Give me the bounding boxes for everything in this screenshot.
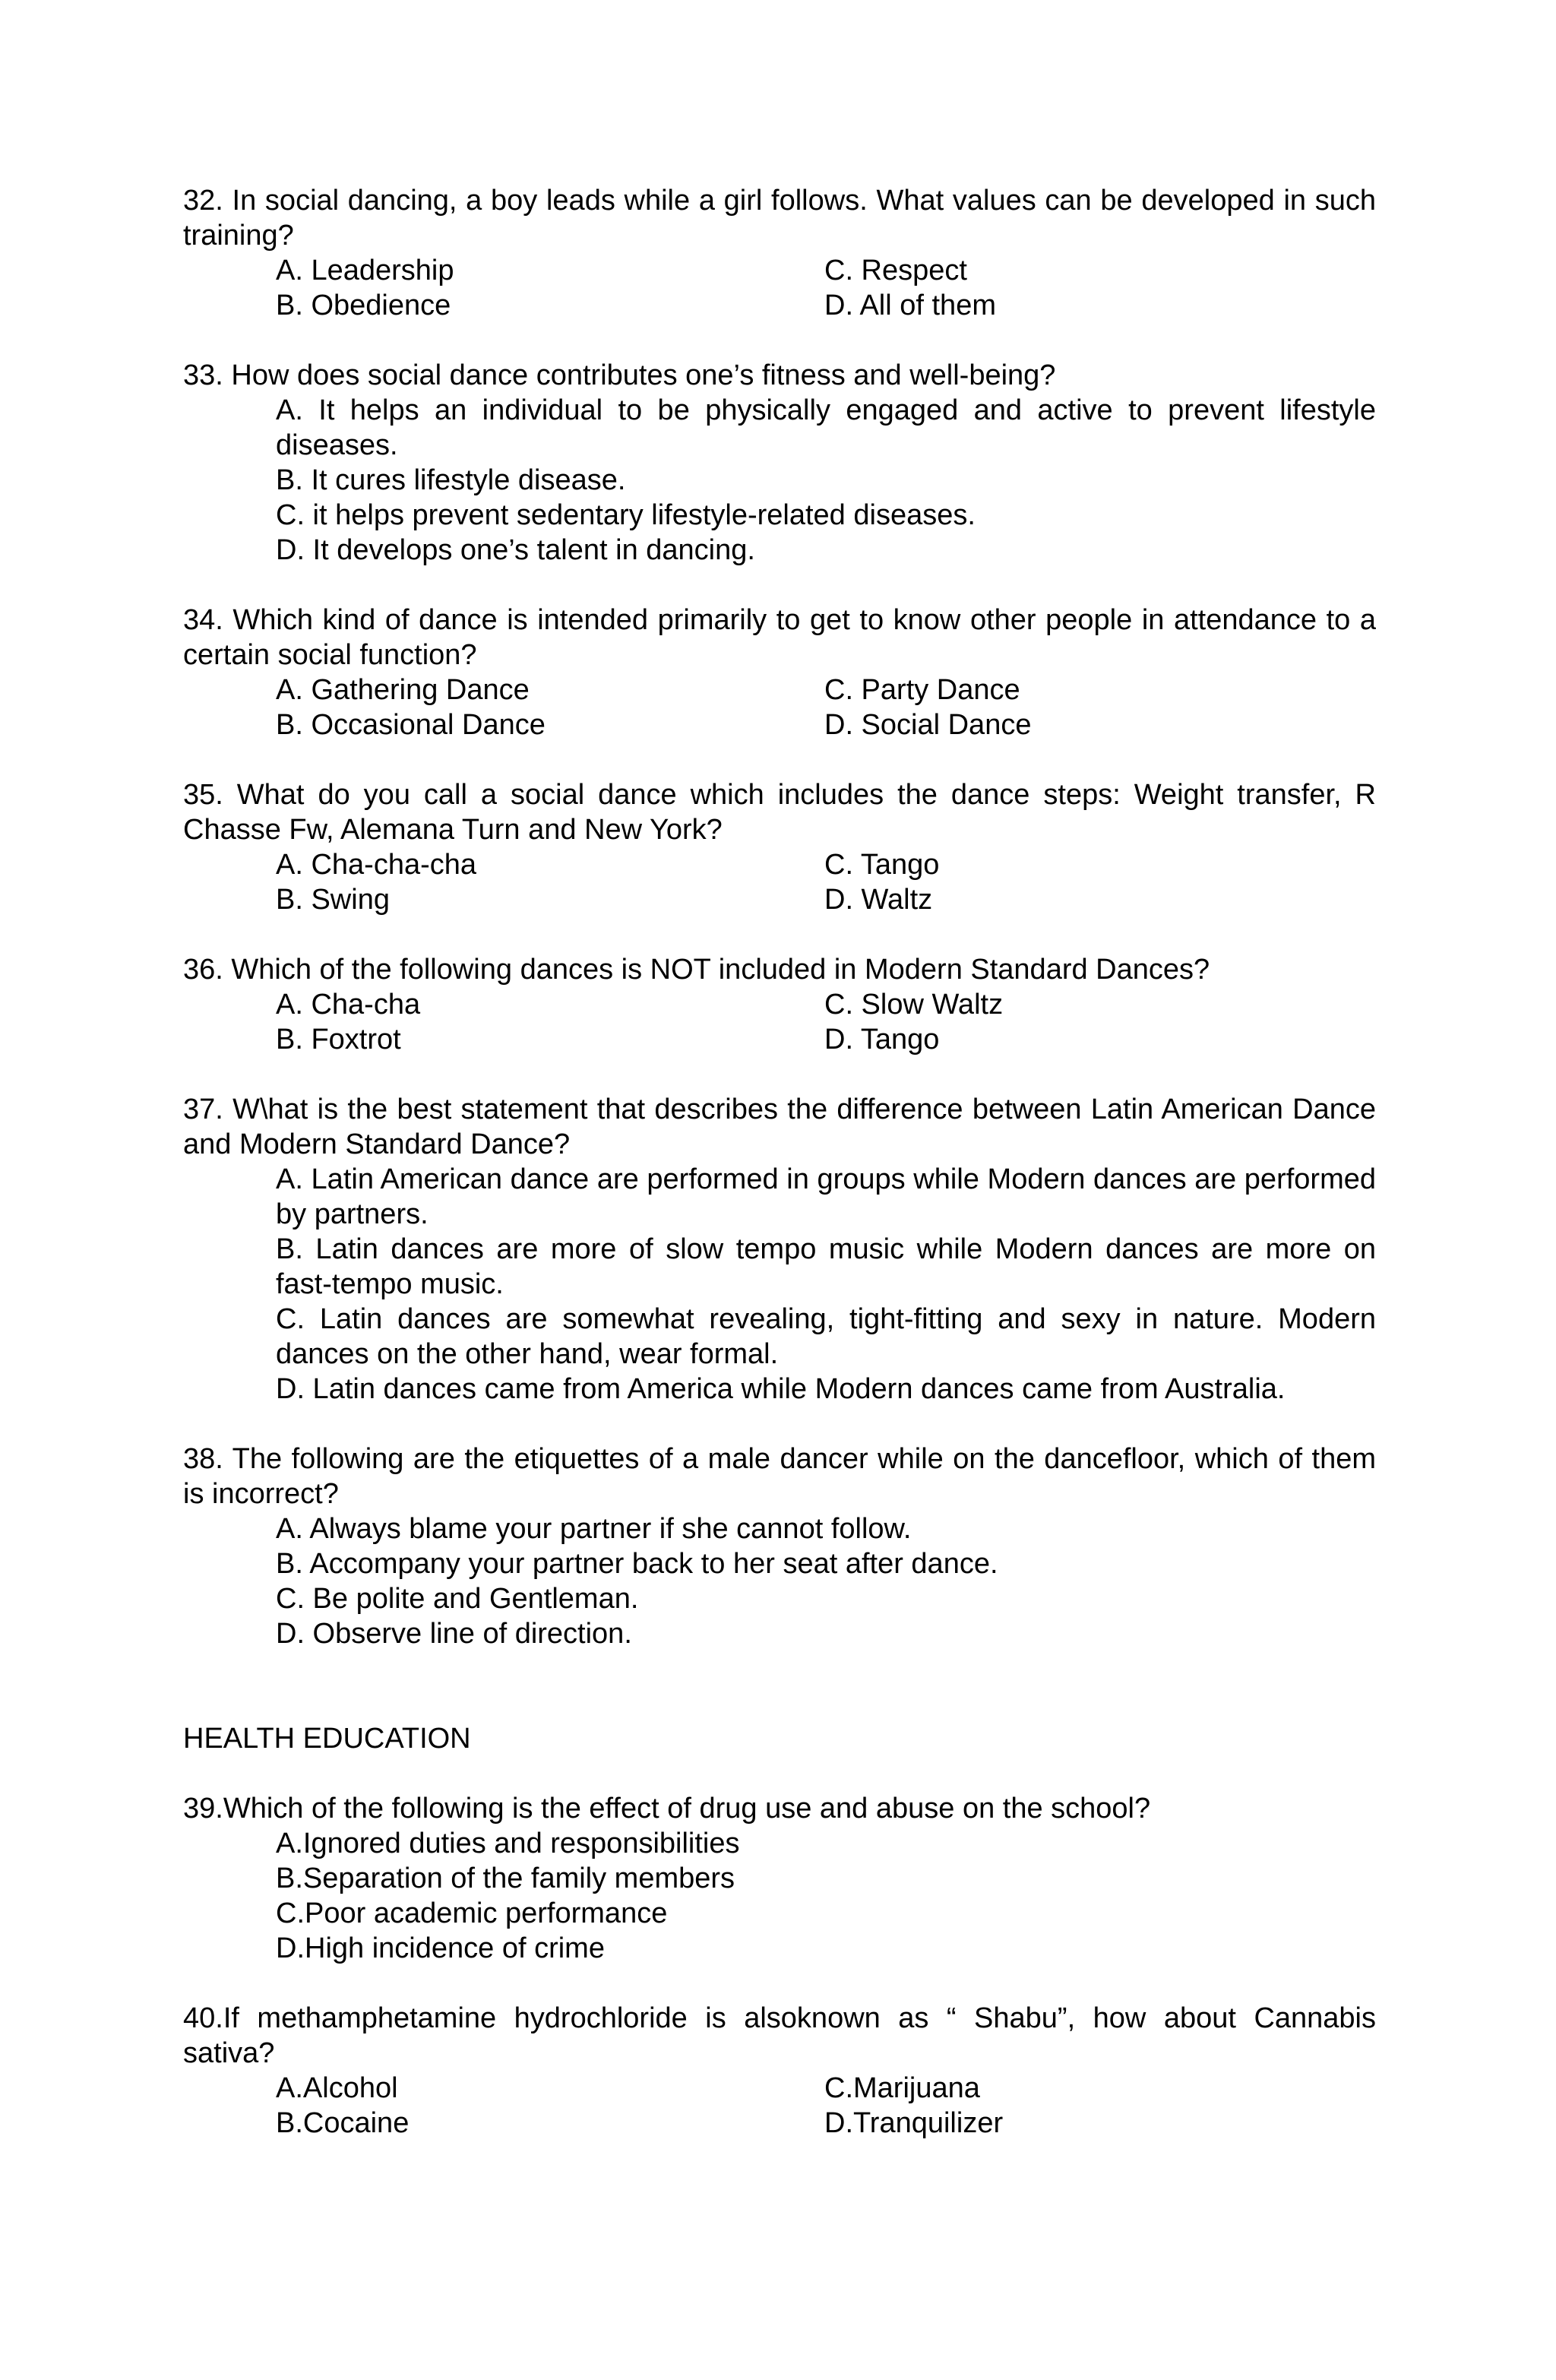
question-stem: 32. In social dancing, a boy leads while a girl follows. What values can be developed in such training? [183, 185, 1376, 252]
option-b: B.Separation of the family members [276, 1863, 735, 1894]
option-a: A. Cha-cha [276, 989, 421, 1021]
question-38 [183, 1442, 1376, 1651]
option-c: C. Slow Waltz [824, 989, 1004, 1021]
option-a: A. Latin American dance are performed in groups while Modern dances are performed by partners. [276, 1163, 1376, 1230]
option-b: B. Swing [276, 884, 390, 916]
option-b: B. Occasional Dance [276, 709, 546, 741]
option-c: C. it helps prevent sedentary lifestyle-related diseases. [276, 499, 976, 531]
option-d: D. Tango [824, 1024, 940, 1055]
option-a: A. It helps an individual to be physically engaged and active to prevent lifestyle diseases. [276, 394, 1376, 461]
section-heading: HEALTH EDUCATION [183, 1723, 471, 1755]
option-b: B. Foxtrot [276, 1024, 401, 1055]
option-d: D. Social Dance [824, 709, 1032, 741]
options-grid [183, 847, 1376, 917]
question-stem: 39.Which of the following is the effect of drug use and abuse on the school? [183, 1793, 1151, 1825]
options-grid [183, 987, 1376, 1057]
question-36 [183, 952, 1376, 1057]
option-a: A. Leadership [276, 255, 454, 286]
question-stem: 38. The following are the etiquettes of a male dancer while on the dancefloor, which of them is incorrect? [183, 1443, 1376, 1510]
question-37 [183, 1092, 1376, 1407]
option-b: B. It cures lifestyle disease. [276, 464, 626, 496]
option-b: B.Cocaine [276, 2107, 410, 2139]
option-c: C. Respect [824, 255, 967, 286]
option-a: A. Always blame your partner if she cannot follow. [276, 1513, 912, 1545]
question-stem: 37. W\hat is the best statement that describes the difference between Latin American Dance and Modern Standard Dance? [183, 1093, 1376, 1160]
option-d: D.High incidence of crime [276, 1932, 605, 1964]
question-34 [183, 603, 1376, 742]
question-stem: 34. Which kind of dance is intended primarily to get to know other people in attendance to a certain social function? [183, 604, 1376, 671]
option-c: C.Poor academic performance [276, 1897, 668, 1929]
option-c: C. Party Dance [824, 674, 1020, 706]
option-b: B. Accompany your partner back to her seat after dance. [276, 1548, 998, 1580]
option-b: B. Obedience [276, 290, 451, 321]
document-page [183, 183, 1376, 2141]
option-c: C. Latin dances are somewhat revealing, tight-fitting and sexy in nature. Modern dances on the other hand, wear formal. [276, 1303, 1376, 1370]
option-c: C. Be polite and Gentleman. [276, 1583, 639, 1615]
option-a: A. Gathering Dance [276, 674, 530, 706]
options-list [183, 1162, 1376, 1407]
options-list [183, 1826, 1376, 1966]
option-d: D.Tranquilizer [824, 2107, 1004, 2139]
option-d: D. It develops one’s talent in dancing. [276, 534, 755, 566]
option-a: A.Ignored duties and responsibilities [276, 1828, 740, 1859]
option-d: D. Waltz [824, 884, 933, 916]
question-stem: 36. Which of the following dances is NOT included in Modern Standard Dances? [183, 954, 1210, 986]
option-a: A.Alcohol [276, 2072, 398, 2104]
question-stem: 40.If methamphetamine hydrochloride is alsoknown as “ Shabu”, how about Cannabis sativa? [183, 2002, 1376, 2069]
options-list [183, 1511, 1376, 1651]
options-grid [183, 673, 1376, 742]
question-40 [183, 2001, 1376, 2141]
option-d: D. Observe line of direction. [276, 1618, 632, 1650]
option-d: D. Latin dances came from America while Modern dances came from Australia. [276, 1373, 1286, 1405]
options-list [183, 393, 1376, 568]
question-33 [183, 358, 1376, 568]
question-stem: 35. What do you call a social dance which includes the dance steps: Weight transfer, R Chasse Fw, Alemana Turn and New York? [183, 779, 1376, 846]
options-grid [183, 2071, 1376, 2141]
option-d: D. All of them [824, 290, 996, 321]
option-a: A. Cha-cha-cha [276, 849, 477, 881]
options-grid [183, 253, 1376, 323]
option-c: C.Marijuana [824, 2072, 980, 2104]
option-c: C. Tango [824, 849, 940, 881]
option-b: B. Latin dances are more of slow tempo music while Modern dances are more on fast-tempo music. [276, 1233, 1376, 1300]
question-35 [183, 777, 1376, 917]
question-32 [183, 183, 1376, 323]
question-stem: 33. How does social dance contributes one’s fitness and well-being? [183, 359, 1056, 391]
question-39 [183, 1791, 1376, 1966]
